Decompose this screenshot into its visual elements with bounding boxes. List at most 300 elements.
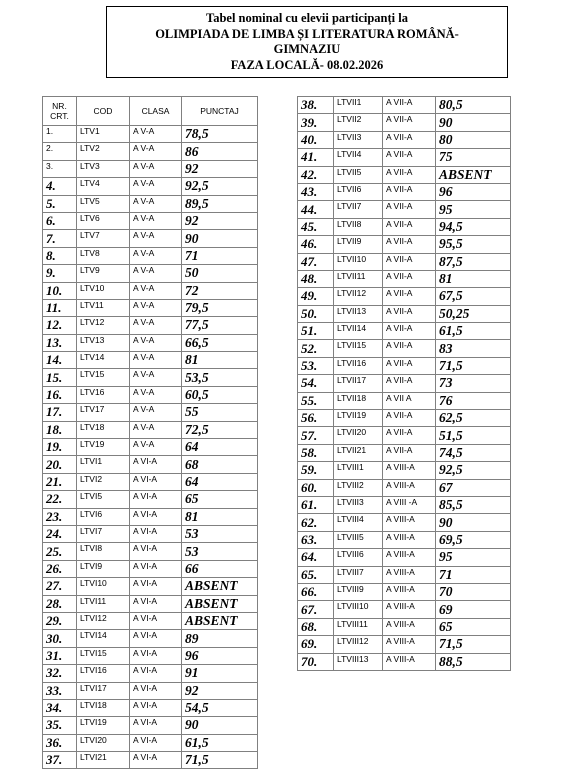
row-number: 48.: [298, 270, 334, 287]
row-code: LTVII20: [334, 427, 383, 444]
row-score: 91: [182, 665, 258, 682]
row-class: A VIII-A: [383, 653, 436, 670]
row-score: 51,5: [436, 427, 511, 444]
row-number: 13.: [43, 334, 77, 351]
row-class: A VI-A: [130, 665, 182, 682]
row-number: 68.: [298, 618, 334, 635]
row-score: 54,5: [182, 699, 258, 716]
row-class: A V-A: [130, 143, 182, 160]
row-number: 16.: [43, 386, 77, 403]
row-score: 53,5: [182, 369, 258, 386]
row-code: LTVIII9: [334, 583, 383, 600]
row-code: LTVI17: [77, 682, 130, 699]
table-row: [298, 531, 511, 548]
table-row: [43, 647, 258, 664]
row-class: A V-A: [130, 265, 182, 282]
right-results-table: [297, 96, 511, 671]
row-score: 92: [182, 212, 258, 229]
row-code: LTV6: [77, 212, 130, 229]
row-code: LTV5: [77, 195, 130, 212]
row-score: 64: [182, 473, 258, 490]
row-code: LTV11: [77, 299, 130, 316]
column-header-punctaj: PUNCTAJ: [182, 97, 258, 126]
table-row: [298, 375, 511, 392]
row-number: 51.: [298, 323, 334, 340]
row-class: A VIII -A: [383, 496, 436, 513]
row-class: A V-A: [130, 299, 182, 316]
row-number: 17.: [43, 404, 77, 421]
row-code: LTVIII6: [334, 549, 383, 566]
row-class: A VI-A: [130, 682, 182, 699]
column-header-clasa: CLASA: [130, 97, 182, 126]
row-number: 1.: [43, 126, 77, 143]
table-row: [298, 549, 511, 566]
table-row: [43, 178, 258, 195]
table-row: [298, 183, 511, 200]
row-code: LTVII7: [334, 201, 383, 218]
row-code: LTVII19: [334, 410, 383, 427]
row-number: 29.: [43, 612, 77, 629]
row-class: A VI-A: [130, 491, 182, 508]
row-score: 77,5: [182, 317, 258, 334]
row-class: A V-A: [130, 421, 182, 438]
row-class: A V-A: [130, 126, 182, 143]
table-row: [43, 717, 258, 734]
row-code: LTV15: [77, 369, 130, 386]
row-score: 72: [182, 282, 258, 299]
row-score: 75: [436, 149, 511, 166]
row-code: LTV10: [77, 282, 130, 299]
row-code: LTV3: [77, 160, 130, 177]
row-score: 66,5: [182, 334, 258, 351]
left-results-table: [42, 96, 258, 769]
row-number: 22.: [43, 491, 77, 508]
row-number: 39.: [298, 114, 334, 131]
row-score: 71,5: [182, 752, 258, 769]
row-code: LTVII9: [334, 236, 383, 253]
table-row: [43, 665, 258, 682]
row-class: A VI-A: [130, 456, 182, 473]
row-score: 90: [182, 230, 258, 247]
row-class: A VI-A: [130, 578, 182, 595]
table-row: [298, 253, 511, 270]
row-score: 73: [436, 375, 511, 392]
table-row: [43, 595, 258, 612]
title-line-4: FAZA LOCALĂ- 08.02.2026: [230, 57, 384, 72]
table-row: [43, 195, 258, 212]
column-header-cod: COD: [77, 97, 130, 126]
table-row: [298, 427, 511, 444]
row-score: 66: [182, 560, 258, 577]
row-code: LTVIII12: [334, 636, 383, 653]
row-code: LTVI12: [77, 612, 130, 629]
row-score: 74,5: [436, 444, 511, 461]
row-code: LTVII18: [334, 392, 383, 409]
row-code: LTVI21: [77, 752, 130, 769]
row-score: 69,5: [436, 531, 511, 548]
row-number: 57.: [298, 427, 334, 444]
row-number: 42.: [298, 166, 334, 183]
row-class: A VII-A: [383, 114, 436, 131]
row-number: 65.: [298, 566, 334, 583]
table-row: [298, 618, 511, 635]
row-class: A VIII-A: [383, 479, 436, 496]
row-code: LTV9: [77, 265, 130, 282]
row-code: LTVI14: [77, 630, 130, 647]
row-class: A VII-A: [383, 97, 436, 114]
row-score: 92,5: [182, 178, 258, 195]
table-row: [43, 699, 258, 716]
row-score: 72,5: [182, 421, 258, 438]
row-number: 4.: [43, 178, 77, 195]
row-score: 83: [436, 340, 511, 357]
row-score: 87,5: [436, 253, 511, 270]
row-score: 88,5: [436, 653, 511, 670]
title-line-2: OLIMPIADA DE LIMBA ȘI LITERATURA ROMÂNĂ-: [155, 26, 459, 41]
row-score: 71: [436, 566, 511, 583]
table-row: [43, 369, 258, 386]
row-number: 55.: [298, 392, 334, 409]
row-code: LTVI2: [77, 473, 130, 490]
row-number: 7.: [43, 230, 77, 247]
row-class: A V-A: [130, 352, 182, 369]
row-code: LTVI18: [77, 699, 130, 716]
row-number: 45.: [298, 218, 334, 235]
row-score: 68: [182, 456, 258, 473]
row-class: A V-A: [130, 178, 182, 195]
row-score: 62,5: [436, 410, 511, 427]
row-number: 61.: [298, 496, 334, 513]
table-row: [298, 636, 511, 653]
table-row: [298, 566, 511, 583]
row-score: ABSENT: [436, 166, 511, 183]
row-score: 95: [436, 201, 511, 218]
row-number: 38.: [298, 97, 334, 114]
row-class: A VII-A: [383, 253, 436, 270]
row-number: 6.: [43, 212, 77, 229]
table-row: [43, 247, 258, 264]
row-class: A VI-A: [130, 595, 182, 612]
row-class: A VI-A: [130, 560, 182, 577]
row-score: 71,5: [436, 357, 511, 374]
row-score: 81: [182, 352, 258, 369]
row-class: A VII-A: [383, 149, 436, 166]
row-number: 63.: [298, 531, 334, 548]
row-code: LTVIII3: [334, 496, 383, 513]
row-class: A VII-A: [383, 323, 436, 340]
row-score: 69: [436, 601, 511, 618]
row-score: 90: [182, 717, 258, 734]
row-number: 18.: [43, 421, 77, 438]
row-code: LTVII21: [334, 444, 383, 461]
row-number: 5.: [43, 195, 77, 212]
row-number: 37.: [43, 752, 77, 769]
table-row: [43, 404, 258, 421]
table-row: [298, 340, 511, 357]
row-number: 35.: [43, 717, 77, 734]
table-row: [298, 357, 511, 374]
row-class: A VIII-A: [383, 601, 436, 618]
table-row: [298, 131, 511, 148]
row-code: LTVI6: [77, 508, 130, 525]
row-code: LTVIII13: [334, 653, 383, 670]
row-code: LTVII14: [334, 323, 383, 340]
row-class: A VII-A: [383, 270, 436, 287]
row-number: 26.: [43, 560, 77, 577]
row-code: LTVII16: [334, 357, 383, 374]
row-number: 36.: [43, 734, 77, 751]
column-header-nr: NR. CRT.: [43, 97, 77, 126]
row-number: 19.: [43, 439, 77, 456]
row-code: LTVII5: [334, 166, 383, 183]
row-number: 64.: [298, 549, 334, 566]
row-score: 96: [182, 647, 258, 664]
row-score: ABSENT: [182, 612, 258, 629]
row-score: ABSENT: [182, 595, 258, 612]
table-row: [43, 386, 258, 403]
row-code: LTVIII1: [334, 462, 383, 479]
table-row: [298, 288, 511, 305]
title-line-1: Tabel nominal cu elevii participanți la: [206, 11, 408, 25]
table-row: [43, 334, 258, 351]
row-code: LTV8: [77, 247, 130, 264]
row-number: 44.: [298, 201, 334, 218]
row-score: 92,5: [436, 462, 511, 479]
row-class: A VI-A: [130, 543, 182, 560]
row-class: A VIII-A: [383, 514, 436, 531]
row-code: LTVII15: [334, 340, 383, 357]
table-row: [298, 149, 511, 166]
row-number: 40.: [298, 131, 334, 148]
row-score: 53: [182, 525, 258, 542]
table-row: [43, 734, 258, 751]
row-class: A V-A: [130, 195, 182, 212]
row-number: 3.: [43, 160, 77, 177]
table-row: [43, 317, 258, 334]
row-class: A VIII-A: [383, 462, 436, 479]
row-score: 90: [436, 514, 511, 531]
row-number: 70.: [298, 653, 334, 670]
row-class: A VII-A: [383, 218, 436, 235]
table-row: [43, 143, 258, 160]
row-score: 71,5: [436, 636, 511, 653]
row-code: LTVI16: [77, 665, 130, 682]
row-score: 67,5: [436, 288, 511, 305]
row-code: LTVII6: [334, 183, 383, 200]
row-score: 86: [182, 143, 258, 160]
row-class: A VI-A: [130, 473, 182, 490]
table-row: [43, 126, 258, 143]
row-class: A V-A: [130, 247, 182, 264]
row-code: LTVII13: [334, 305, 383, 322]
row-number: 53.: [298, 357, 334, 374]
table-row: [298, 601, 511, 618]
row-number: 56.: [298, 410, 334, 427]
row-score: 79,5: [182, 299, 258, 316]
row-number: 9.: [43, 265, 77, 282]
row-class: A VII-A: [383, 427, 436, 444]
row-number: 69.: [298, 636, 334, 653]
row-number: 49.: [298, 288, 334, 305]
row-score: 94,5: [436, 218, 511, 235]
row-number: 30.: [43, 630, 77, 647]
table-row: [298, 392, 511, 409]
table-row: [298, 653, 511, 670]
row-score: 92: [182, 160, 258, 177]
row-class: A VI-A: [130, 612, 182, 629]
row-class: A V-A: [130, 282, 182, 299]
row-number: 24.: [43, 525, 77, 542]
row-score: 96: [436, 183, 511, 200]
row-class: A V-A: [130, 404, 182, 421]
table-row: [43, 508, 258, 525]
row-number: 15.: [43, 369, 77, 386]
row-class: A VII-A: [383, 305, 436, 322]
row-number: 25.: [43, 543, 77, 560]
row-score: 85,5: [436, 496, 511, 513]
row-code: LTVII10: [334, 253, 383, 270]
row-number: 27.: [43, 578, 77, 595]
row-number: 67.: [298, 601, 334, 618]
row-number: 47.: [298, 253, 334, 270]
row-class: A V-A: [130, 386, 182, 403]
table-row: [298, 218, 511, 235]
row-code: LTVI7: [77, 525, 130, 542]
row-class: A VII-A: [383, 340, 436, 357]
row-code: LTVIII10: [334, 601, 383, 618]
row-score: ABSENT: [182, 578, 258, 595]
row-score: 61,5: [182, 734, 258, 751]
row-code: LTV1: [77, 126, 130, 143]
table-row: [43, 525, 258, 542]
row-number: 10.: [43, 282, 77, 299]
row-class: A VI-A: [130, 647, 182, 664]
row-number: 31.: [43, 647, 77, 664]
row-number: 2.: [43, 143, 77, 160]
row-code: LTVIII11: [334, 618, 383, 635]
title-line-3: GIMNAZIU: [273, 42, 341, 56]
row-number: 33.: [43, 682, 77, 699]
row-code: LTV12: [77, 317, 130, 334]
row-score: 67: [436, 479, 511, 496]
row-code: LTVI10: [77, 578, 130, 595]
row-class: A VII-A: [383, 288, 436, 305]
table-row: [43, 230, 258, 247]
table-row: [298, 514, 511, 531]
row-code: LTVII12: [334, 288, 383, 305]
row-class: A VI-A: [130, 508, 182, 525]
row-code: LTVII1: [334, 97, 383, 114]
row-class: A VI-A: [130, 699, 182, 716]
row-score: 60,5: [182, 386, 258, 403]
table-row: [298, 305, 511, 322]
row-number: 52.: [298, 340, 334, 357]
row-class: A V-A: [130, 317, 182, 334]
row-code: LTVIII2: [334, 479, 383, 496]
row-code: LTVI20: [77, 734, 130, 751]
table-row: [298, 323, 511, 340]
row-code: LTV4: [77, 178, 130, 195]
row-class: A VII-A: [383, 410, 436, 427]
row-code: LTVI19: [77, 717, 130, 734]
row-score: 50: [182, 265, 258, 282]
row-code: LTV19: [77, 439, 130, 456]
table-row: [43, 456, 258, 473]
row-score: 65: [436, 618, 511, 635]
row-class: A VI-A: [130, 734, 182, 751]
row-class: A VII-A: [383, 236, 436, 253]
table-row: [298, 479, 511, 496]
row-class: A VII-A: [383, 375, 436, 392]
row-code: LTV18: [77, 421, 130, 438]
row-code: LTVI11: [77, 595, 130, 612]
table-row: [43, 630, 258, 647]
row-score: 50,25: [436, 305, 511, 322]
table-header-row: [43, 97, 258, 126]
row-number: 60.: [298, 479, 334, 496]
row-number: 58.: [298, 444, 334, 461]
row-class: A VII-A: [383, 166, 436, 183]
row-class: A V-A: [130, 212, 182, 229]
row-code: LTVII17: [334, 375, 383, 392]
row-class: A V-A: [130, 230, 182, 247]
row-code: LTVII2: [334, 114, 383, 131]
row-class: A VII-A: [383, 131, 436, 148]
row-number: 14.: [43, 352, 77, 369]
table-row: [43, 560, 258, 577]
row-score: 76: [436, 392, 511, 409]
table-row: [43, 160, 258, 177]
row-code: LTV13: [77, 334, 130, 351]
row-score: 89: [182, 630, 258, 647]
table-row: [43, 612, 258, 629]
row-class: A VI-A: [130, 752, 182, 769]
row-code: LTVII3: [334, 131, 383, 148]
row-class: A VI-A: [130, 630, 182, 647]
table-row: [43, 578, 258, 595]
row-number: 46.: [298, 236, 334, 253]
table-row: [43, 491, 258, 508]
row-number: 34.: [43, 699, 77, 716]
row-score: 95,5: [436, 236, 511, 253]
table-row: [43, 682, 258, 699]
row-number: 23.: [43, 508, 77, 525]
row-class: A VI-A: [130, 525, 182, 542]
row-number: 43.: [298, 183, 334, 200]
row-code: LTV17: [77, 404, 130, 421]
row-class: A V-A: [130, 160, 182, 177]
table-row: [298, 444, 511, 461]
row-number: 62.: [298, 514, 334, 531]
row-score: 90: [436, 114, 511, 131]
row-number: 54.: [298, 375, 334, 392]
row-class: A VII-A: [383, 444, 436, 461]
table-row: [298, 114, 511, 131]
row-number: 32.: [43, 665, 77, 682]
table-row: [43, 473, 258, 490]
row-score: 89,5: [182, 195, 258, 212]
row-class: A V-A: [130, 439, 182, 456]
row-class: A VIII-A: [383, 549, 436, 566]
row-number: 28.: [43, 595, 77, 612]
row-class: A VII-A: [383, 183, 436, 200]
row-number: 21.: [43, 473, 77, 490]
table-row: [298, 166, 511, 183]
table-row: [43, 421, 258, 438]
row-number: 12.: [43, 317, 77, 334]
row-code: LTVIII4: [334, 514, 383, 531]
row-code: LTV14: [77, 352, 130, 369]
